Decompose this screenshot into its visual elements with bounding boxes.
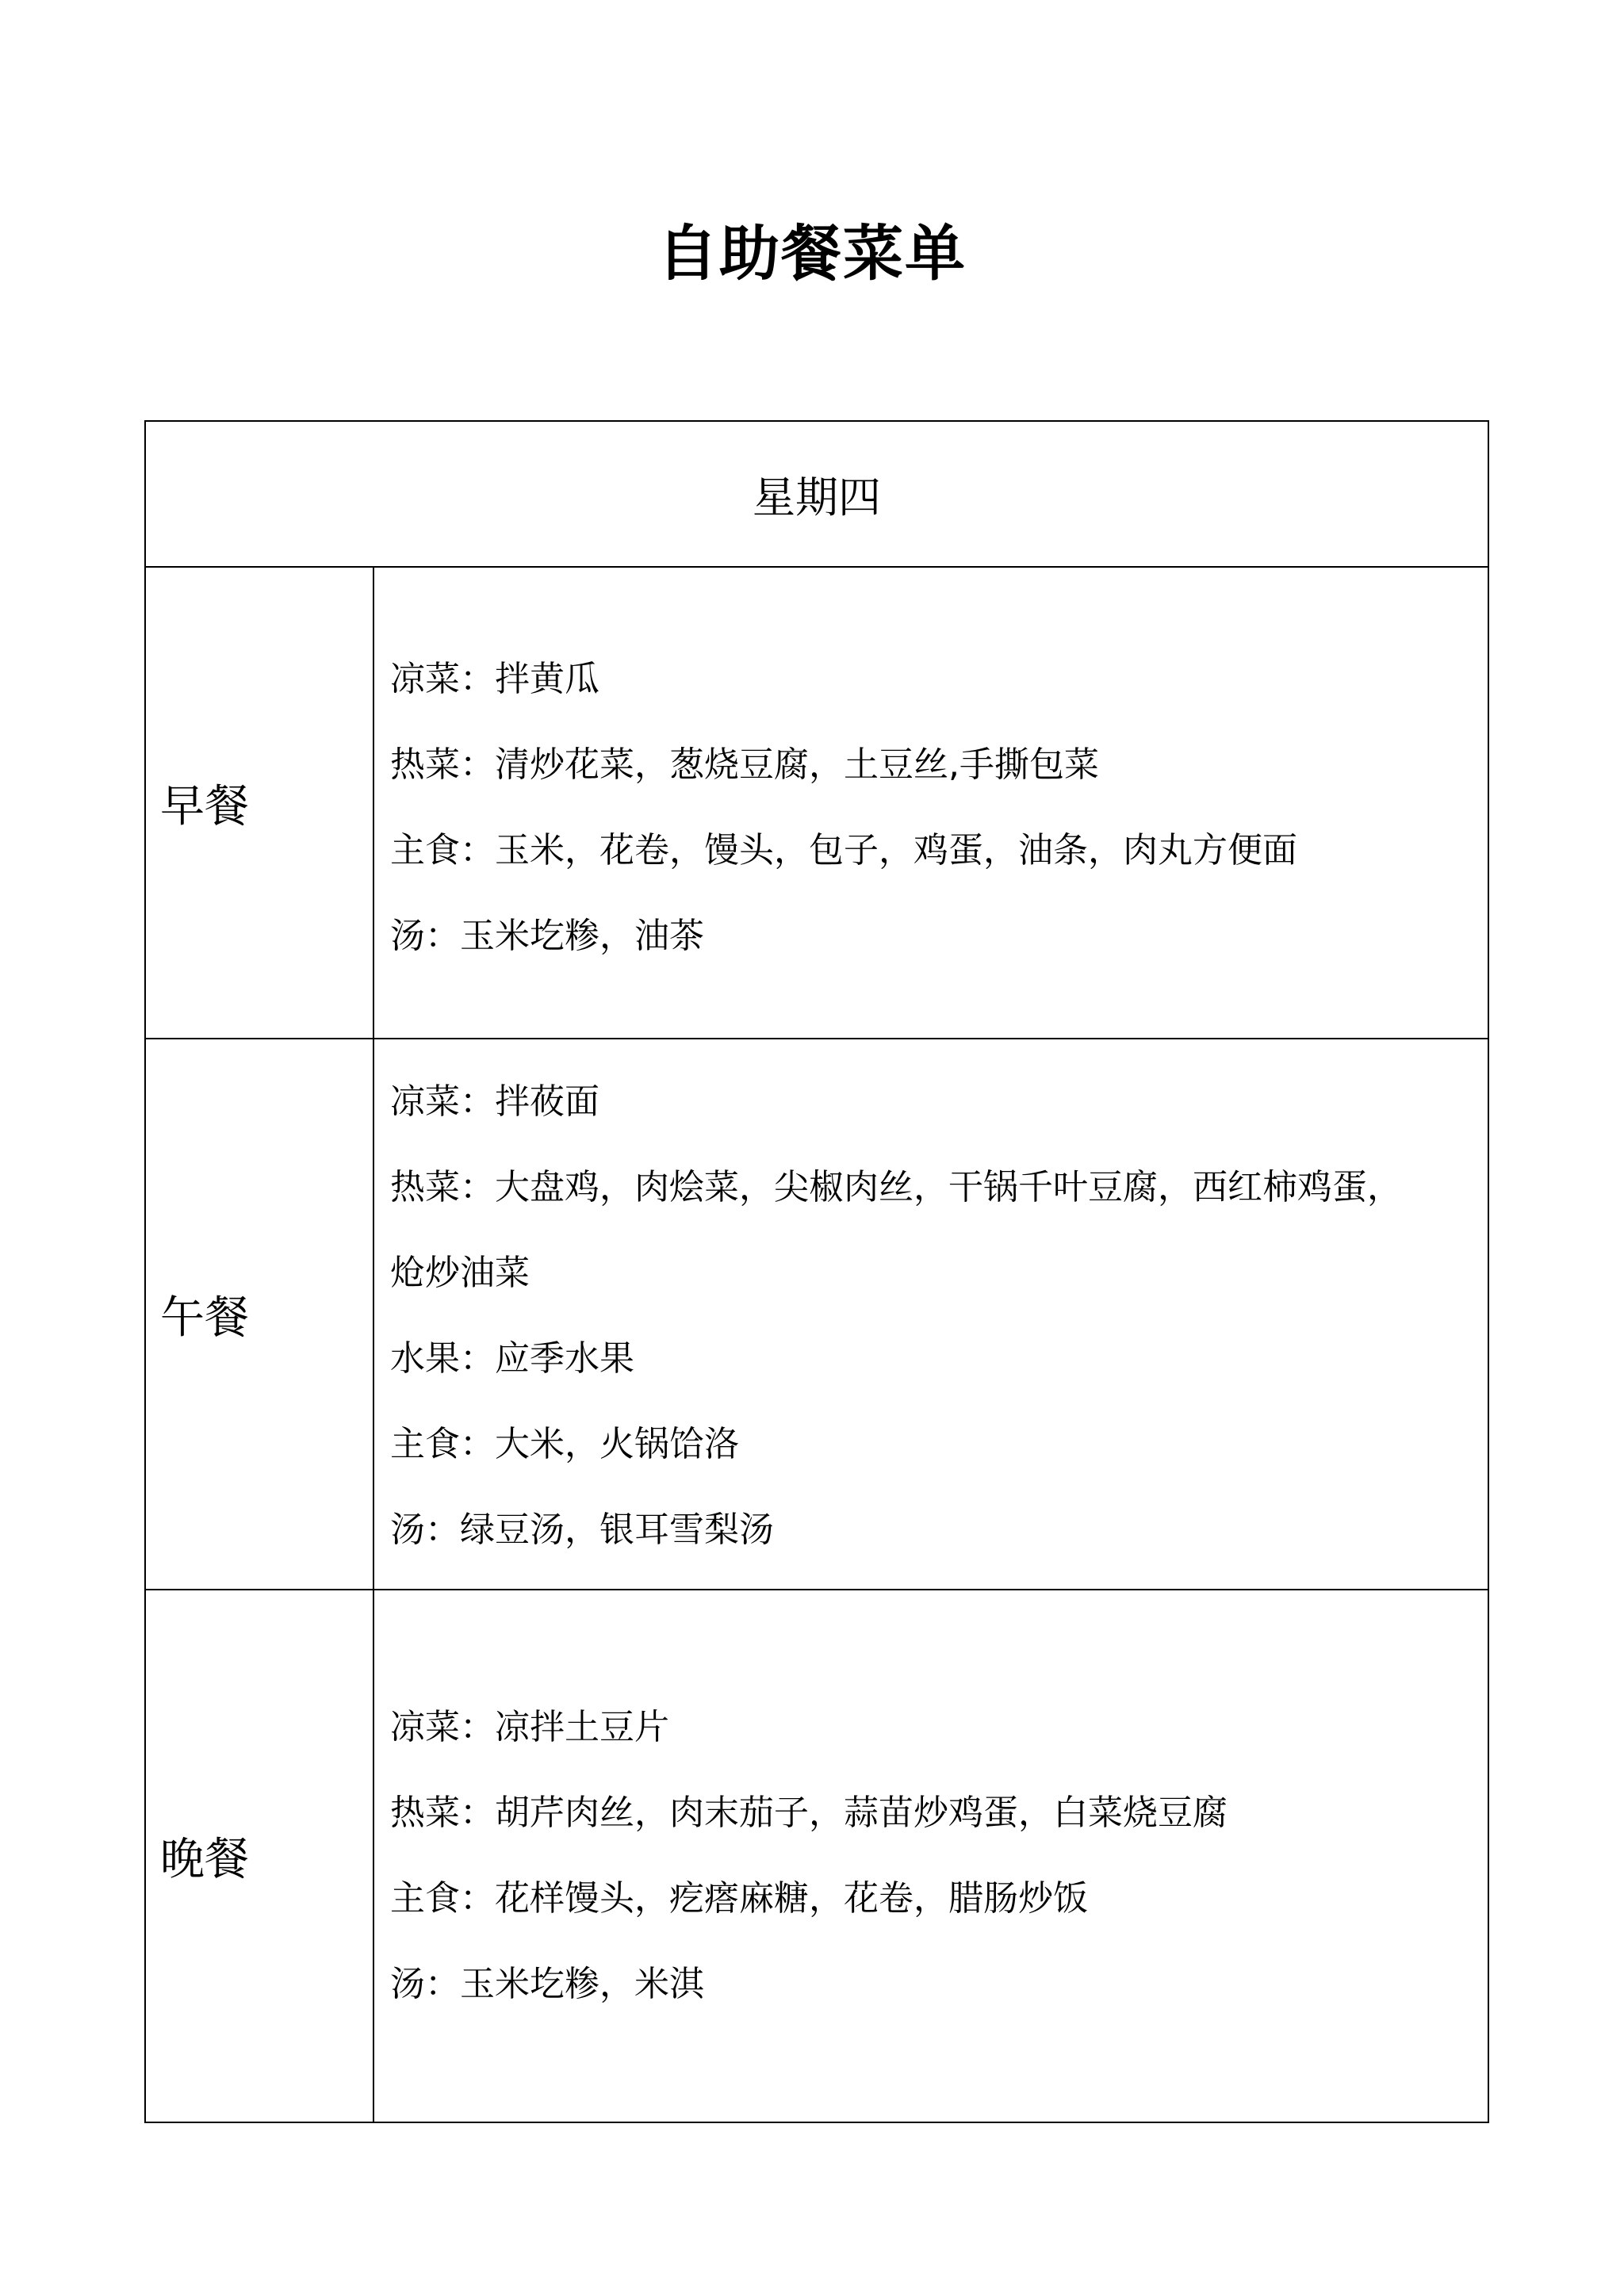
meal-label-breakfast: 早餐 (145, 567, 373, 1039)
meal-label-dinner: 晚餐 (145, 1590, 373, 2122)
menu-line: 热菜：胡芹肉丝，肉末茄子，蒜苗炒鸡蛋，白菜烧豆腐 (390, 1793, 1228, 1833)
menu-line: 炝炒油菜 (390, 1252, 530, 1293)
menu-line: 热菜：清炒花菜，葱烧豆腐，土豆丝,手撕包菜 (390, 744, 1099, 785)
day-header: 星期四 (145, 421, 1488, 567)
menu-line: 主食：大米，火锅饸洛 (390, 1423, 739, 1464)
meal-row-dinner (145, 1590, 1488, 2122)
menu-line: 汤：绿豆汤，银耳雪梨汤 (390, 1509, 774, 1550)
meal-items-breakfast (373, 567, 1488, 1039)
day-row (145, 421, 1488, 567)
menu-line: 主食：玉米，花卷，馒头，包子，鸡蛋，油条，肉丸方便面 (390, 829, 1297, 871)
menu-line: 水果：应季水果 (390, 1337, 634, 1379)
menu-line: 汤：玉米圪糁，米淇 (390, 1964, 704, 2004)
menu-line: 热菜：大盘鸡，肉烩菜，尖椒肉丝，干锅千叶豆腐，西红柿鸡蛋， (390, 1166, 1402, 1207)
meal-label-lunch: 午餐 (145, 1039, 373, 1590)
menu-line: 主食：花样馒头，疙瘩麻糖，花卷，腊肠炒饭 (390, 1878, 1088, 1919)
meal-row-lunch (145, 1039, 1488, 1590)
page-title: 自助餐菜单 (657, 218, 967, 289)
menu-line: 凉菜：凉拌土豆片 (390, 1707, 669, 1747)
menu-line: 凉菜：拌黄瓜 (390, 658, 599, 699)
menu-table (144, 420, 1489, 2123)
meal-row-breakfast (145, 567, 1488, 1039)
meal-items-dinner (373, 1590, 1488, 2122)
menu-line: 凉菜：拌莜面 (390, 1081, 599, 1122)
meal-items-lunch (373, 1039, 1488, 1590)
menu-line: 汤：玉米圪糁，油茶 (390, 915, 704, 956)
